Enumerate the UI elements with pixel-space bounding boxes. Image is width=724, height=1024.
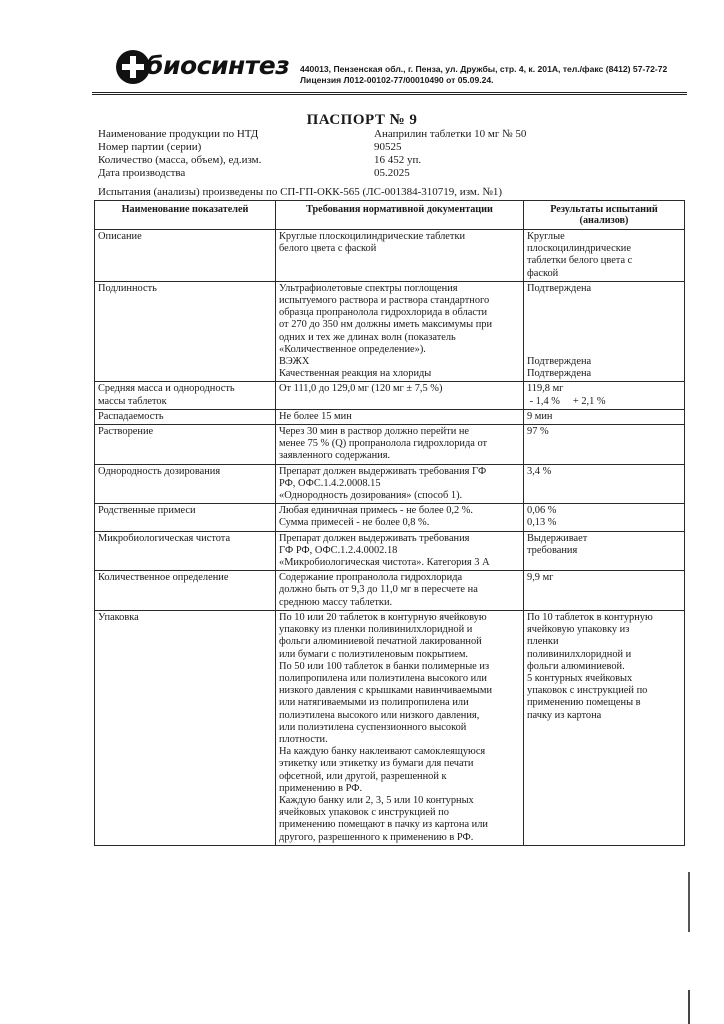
cell-name: Подлинность <box>95 281 276 382</box>
cell-result <box>524 610 685 845</box>
text-line: фольги алюминиевой печатной лакированной <box>279 636 482 648</box>
cell-result: 97 % <box>524 425 685 465</box>
text-line: фаской <box>527 267 559 279</box>
header-divider <box>92 92 687 93</box>
text-line: упаковок с инструкцией по <box>527 685 648 697</box>
text-line: пачку из картона <box>527 709 602 721</box>
column-header-requirements: Требования нормативной документации <box>276 201 524 230</box>
column-header-name: Наименование показателей <box>95 201 276 230</box>
cell-requirements <box>276 610 524 845</box>
text-line: ГФ РФ, ОФС.1.2.4.0002.18 <box>279 544 398 556</box>
text-line: ячейковых упаковок с инструкцией по <box>279 807 449 819</box>
text-line: Через 30 мин в раствор должно перейти не <box>279 426 470 438</box>
address-line: 440013, Пензенская обл., г. Пенза, ул. Дружбы, стр. 4, к. 201А, тел./факс (8412) 57-72-72 <box>300 64 668 74</box>
text-line: На каждую банку наклеивают самоклеящуюся <box>279 746 486 758</box>
text-line: или бумаги с полиэтиленовым покрытием. <box>279 648 469 660</box>
specification-table <box>94 200 685 846</box>
cell-result: 9 мин <box>524 409 685 424</box>
meta-row-date <box>98 167 678 180</box>
text-line: плотности. <box>279 733 328 745</box>
text-line: или натягиваемыми из полипропилена или <box>279 697 469 709</box>
text-line: образца пропранолола гидрохлорида в области <box>279 307 488 319</box>
text-line: ВЭЖХ <box>279 356 310 368</box>
text-line: Содержание пропранолола гидрохлорида <box>279 572 463 584</box>
meta-label: Номер партии (серии) <box>98 141 202 153</box>
license-line: Лицензия Л012-00102-77/00010490 от 05.09.24. <box>300 75 494 85</box>
table-row <box>95 504 685 531</box>
cell-name: Описание <box>95 230 276 282</box>
company-logo <box>116 50 290 86</box>
cell-name: Упаковка <box>95 610 276 845</box>
table-row <box>95 409 685 424</box>
text-line: Ультрафиолетовые спектры поглощения <box>279 282 458 294</box>
text-line: Подтверждена <box>527 368 592 380</box>
product-meta <box>98 128 678 180</box>
text-line: РФ, ОФС.1.4.2.0008.15 <box>279 477 381 489</box>
cell-result <box>524 230 685 282</box>
cell-requirements <box>276 504 524 531</box>
text-line: другого, разрешенного к применению в РФ. <box>279 831 474 843</box>
logo-text: биосинтез <box>146 51 290 80</box>
meta-label: Количество (масса, объем), ед.изм. <box>98 154 262 166</box>
table-row <box>95 464 685 504</box>
text-line: применению помещены в <box>527 697 641 709</box>
cell-requirements <box>276 230 524 282</box>
text-line: заявленного содержания. <box>279 450 391 462</box>
text-line: низкого давления с крышками навинчиваемыми <box>279 685 493 697</box>
cell-requirements: От 111,0 до 129,0 мг (120 мг ± 7,5 %) <box>276 382 524 409</box>
cell-requirements <box>276 425 524 465</box>
text-line: применению помещают в пачку из картона или <box>279 819 488 831</box>
text-line: 0,06 % <box>527 505 557 517</box>
cell-requirements <box>276 281 524 382</box>
tests-reference: Испытания (анализы) произведены по СП-ГП-ОКК-565 (ЛС-001384-310719, изм. №1) <box>98 186 502 198</box>
text-line: «Количественное определение»). <box>279 343 426 355</box>
table-row <box>95 610 685 845</box>
table-header-row <box>95 201 685 230</box>
cell-requirements <box>276 464 524 504</box>
text-line: пленки <box>527 636 559 648</box>
text-line: испытуемого раствора и раствора стандартного <box>279 295 490 307</box>
cell-result <box>524 382 685 409</box>
meta-value: 16 452 уп. <box>374 154 422 166</box>
text-line: Средняя масса и однородность <box>98 383 235 395</box>
cell-name <box>95 382 276 409</box>
document-title: ПАСПОРТ № 9 <box>306 112 418 128</box>
meta-label: Наименование продукции по НТД <box>98 128 259 140</box>
text-line: 5 контурных ячейковых <box>527 672 633 684</box>
text-line: Выдерживает <box>527 532 588 544</box>
text-line: массы таблеток <box>98 395 167 407</box>
meta-value: Анаприлин таблетки 10 мг № 50 <box>374 128 527 140</box>
cell-name: Растворение <box>95 425 276 465</box>
text-line: 119,8 мг <box>527 383 564 395</box>
text-line: белого цвета с фаской <box>279 243 377 255</box>
text-line: Препарат должен выдерживать требования ГФ <box>279 465 487 477</box>
text-line: одних и тех же длинах волн (показатель <box>279 331 456 343</box>
text-line: Препарат должен выдерживать требования <box>279 532 470 544</box>
text-line: требования <box>527 544 578 556</box>
text-line: плоскоцилиндрические <box>527 243 631 255</box>
text-line: 0,13 % <box>527 517 557 529</box>
text-line: Сумма примесей - не более 0,8 %. <box>279 517 430 529</box>
text-line: среднюю массу таблетки. <box>279 596 393 608</box>
company-address <box>300 64 690 86</box>
cell-requirements: Не более 15 мин <box>276 409 524 424</box>
meta-label: Дата производства <box>98 167 186 179</box>
cell-result <box>524 531 685 571</box>
text-line: или полиэтилена суспензионного высокой <box>279 721 467 733</box>
text-line: Круглые плоскоцилиндрические таблетки <box>279 231 466 242</box>
text-line: По 10 или 20 таблеток в контурную ячейковую <box>279 611 487 623</box>
cell-result: 9,9 мг <box>524 571 685 611</box>
table-row <box>95 382 685 409</box>
cell-name: Однородность дозирования <box>95 464 276 504</box>
text-line: «Однородность дозирования» (способ 1). <box>279 490 463 502</box>
cell-result <box>524 504 685 531</box>
text-line: офсетной, или другой, разрешенной к <box>279 770 447 782</box>
text-line: Круглые <box>527 231 565 242</box>
meta-value: 90525 <box>374 141 402 153</box>
header-divider-thin <box>92 94 687 95</box>
text-line: менее 75 % (Q) пропранолола гидрохлорида от <box>279 438 488 450</box>
text-line: от 270 до 350 нм должны иметь максимумы при <box>279 319 493 331</box>
cell-name: Родственные примеси <box>95 504 276 531</box>
table-row <box>95 531 685 571</box>
text-line: фольги алюминиевой. <box>527 660 625 672</box>
table-row <box>95 571 685 611</box>
text-line: По 10 таблеток в контурную <box>527 611 653 623</box>
text-line: упаковку из пленки поливинилхлоридной и <box>279 624 473 636</box>
scan-mark <box>688 872 690 932</box>
text-line: Качественная реакция на хлориды <box>279 368 432 380</box>
text-line: Подтверждена <box>527 355 592 367</box>
cross-logo-icon <box>116 50 150 84</box>
text-line: полиэтилена высокого или низкого давления, <box>279 709 480 721</box>
text-line: Подтверждена <box>527 282 592 294</box>
text-line: Каждую банку или 2, 3, 5 или 10 контурных <box>279 794 474 806</box>
text-line: применению в РФ. <box>279 782 363 794</box>
cell-requirements <box>276 531 524 571</box>
cell-result: 3,4 % <box>524 464 685 504</box>
meta-value: 05.2025 <box>374 167 410 179</box>
text-line: По 50 или 100 таблеток в банки полимерные из <box>279 660 490 672</box>
text-line: поливинилхлоридной и <box>527 648 632 660</box>
text-line: ячейковую упаковку из <box>527 624 630 636</box>
text-line: Любая единичная примесь - не более 0,2 %. <box>279 505 474 517</box>
scan-mark <box>688 990 690 1024</box>
cell-result <box>524 281 685 382</box>
meta-row-quantity <box>98 154 678 167</box>
cell-name: Количественное определение <box>95 571 276 611</box>
table-row <box>95 281 685 382</box>
cell-requirements <box>276 571 524 611</box>
text-line: - 1,4 % + 2,1 % <box>527 395 606 407</box>
table-row <box>95 425 685 465</box>
cell-name: Микробиологическая чистота <box>95 531 276 571</box>
text-line: этикетку или этикетку из бумаги для печати <box>279 758 474 770</box>
table-row <box>95 230 685 282</box>
text-line: «Микробиологическая чистота». Категория 3 А <box>279 557 490 569</box>
text-line: полипропилена или полиэтилена высокого или <box>279 672 487 684</box>
text-line: должно быть от 9,3 до 11,0 мг в пересчете на <box>279 584 478 596</box>
cell-name: Распадаемость <box>95 409 276 424</box>
text-line: таблетки белого цвета с <box>527 255 633 267</box>
meta-row-product <box>98 128 678 141</box>
meta-row-batch <box>98 141 678 154</box>
column-header-results: Результаты испытаний (анализов) <box>524 201 685 230</box>
